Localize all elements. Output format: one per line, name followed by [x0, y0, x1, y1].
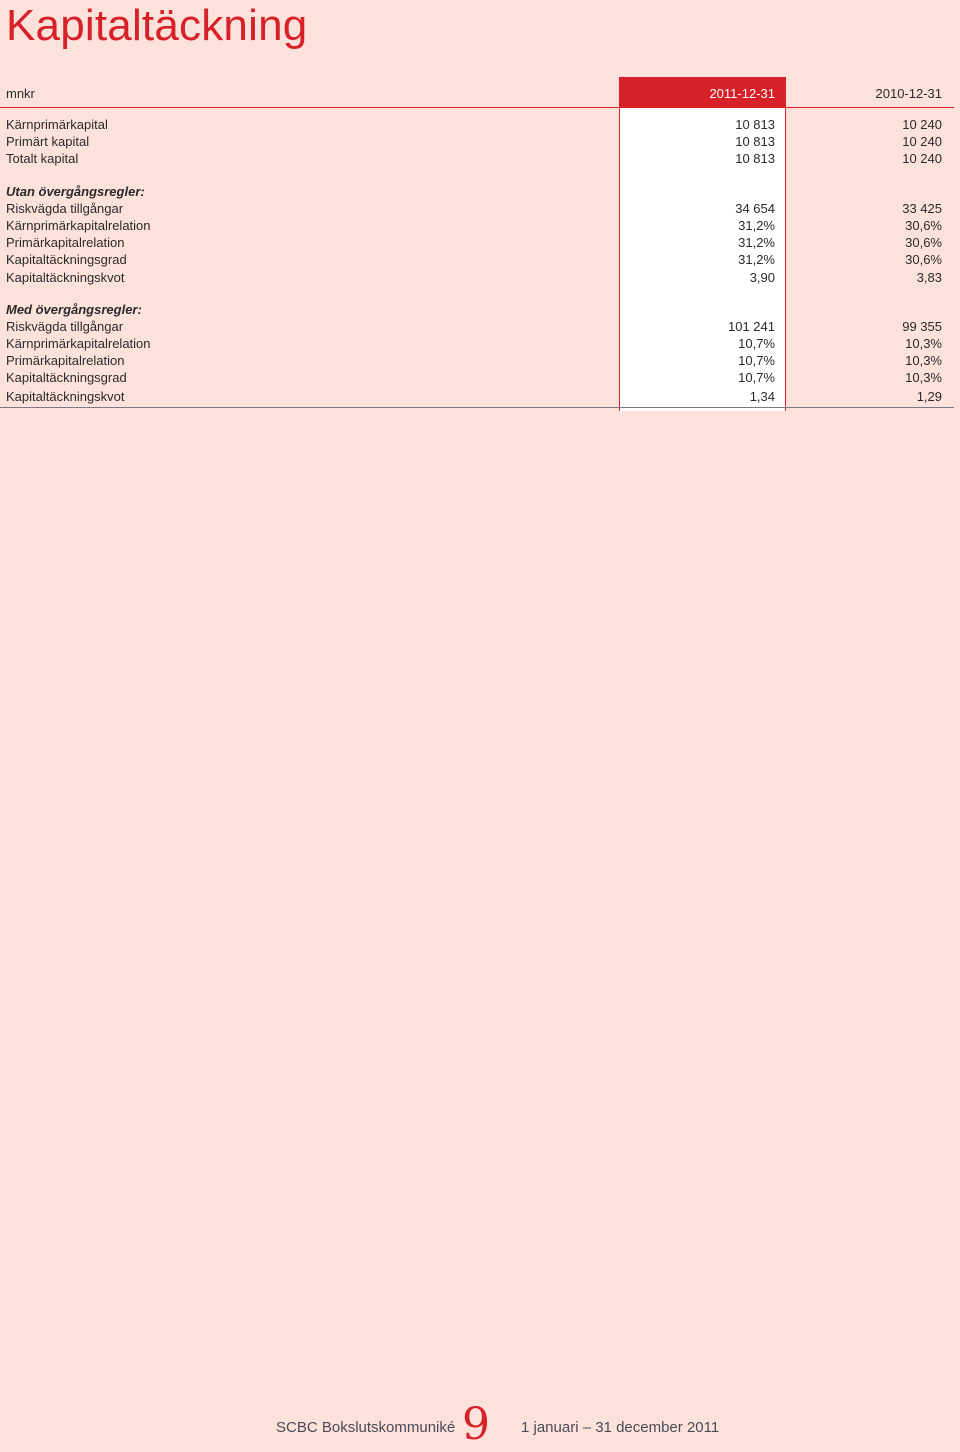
table-row — [0, 217, 954, 234]
capital-adequacy-table — [0, 77, 954, 408]
value-2011: 101 241 — [728, 318, 775, 334]
page-title: Kapitaltäckning — [6, 1, 308, 50]
value-2010: 3,83 — [916, 269, 942, 285]
row-label: Kapitaltäckningsgrad — [6, 370, 127, 386]
unit-label: mnkr — [6, 86, 35, 101]
value-2011: 10 813 — [735, 117, 775, 132]
section-heading-row — [0, 301, 954, 318]
value-2011: 10 813 — [735, 151, 775, 167]
table-row — [0, 116, 954, 133]
value-2010: 10 240 — [902, 151, 942, 167]
row-label: Riskvägda tillgångar — [6, 318, 124, 334]
value-2010: 10,3% — [905, 336, 942, 352]
table-row — [0, 352, 954, 369]
column-header-2011: 2011-12-31 — [619, 77, 786, 107]
value-2010: 10,3% — [905, 370, 942, 386]
value-2010: 1,29 — [916, 388, 942, 404]
value-2010: 30,6% — [905, 217, 942, 233]
table-row — [0, 150, 954, 167]
value-2011: 31,2% — [738, 252, 775, 268]
row-label: Riskvägda tillgångar — [6, 200, 124, 216]
section-heading-with-transition-rules: Med övergångsregler: — [6, 301, 142, 317]
row-label: Kärnprimärkapitalrelation — [6, 336, 151, 352]
value-2011: 31,2% — [738, 235, 775, 251]
table-row — [0, 335, 954, 352]
value-2011: 1,34 — [749, 388, 775, 404]
table-row — [0, 387, 954, 408]
table-header-row — [0, 77, 954, 108]
page-number: 9 — [462, 1399, 490, 1450]
value-2010: 30,6% — [905, 252, 942, 268]
row-label: Kapitaltäckningsgrad — [6, 252, 127, 268]
row-label: Kärnprimärkapital — [6, 117, 108, 132]
page-footer — [0, 1399, 960, 1452]
row-label: Primärkapitalrelation — [6, 235, 125, 251]
value-2010: 10 240 — [902, 134, 942, 150]
table-row — [0, 234, 954, 251]
table-row — [0, 251, 954, 268]
section-heading-row — [0, 183, 954, 200]
table-row — [0, 318, 954, 335]
value-2011: 31,2% — [738, 217, 775, 233]
value-2011: 3,90 — [749, 269, 775, 285]
value-2010: 10 240 — [902, 117, 942, 132]
section-heading-without-transition-rules: Utan övergångsregler: — [6, 183, 145, 199]
value-2011: 34 654 — [735, 200, 775, 216]
value-2010: 99 355 — [902, 318, 942, 334]
row-label: Kapitaltäckningskvot — [6, 269, 125, 285]
value-2010: 30,6% — [905, 235, 942, 251]
table-row — [0, 200, 954, 217]
row-label: Primärkapitalrelation — [6, 353, 125, 369]
row-label: Primärt kapital — [6, 134, 90, 150]
value-2011: 10,7% — [738, 336, 775, 352]
value-2011: 10 813 — [735, 134, 775, 150]
column-header-2010: 2010-12-31 — [875, 86, 942, 101]
value-2010: 10,3% — [905, 353, 942, 369]
row-label: Kapitaltäckningskvot — [6, 388, 125, 404]
value-2011: 10,7% — [738, 370, 775, 386]
table-row — [0, 269, 954, 286]
table-row — [0, 133, 954, 150]
footer-period: 1 januari – 31 december 2011 — [521, 1419, 720, 1436]
value-2011: 10,7% — [738, 353, 775, 369]
footer-report-name: SCBC Bokslutskommuniké — [276, 1419, 456, 1436]
table-row — [0, 369, 954, 386]
row-label: Totalt kapital — [6, 151, 79, 167]
row-label: Kärnprimärkapitalrelation — [6, 217, 151, 233]
value-2010: 33 425 — [902, 200, 942, 216]
